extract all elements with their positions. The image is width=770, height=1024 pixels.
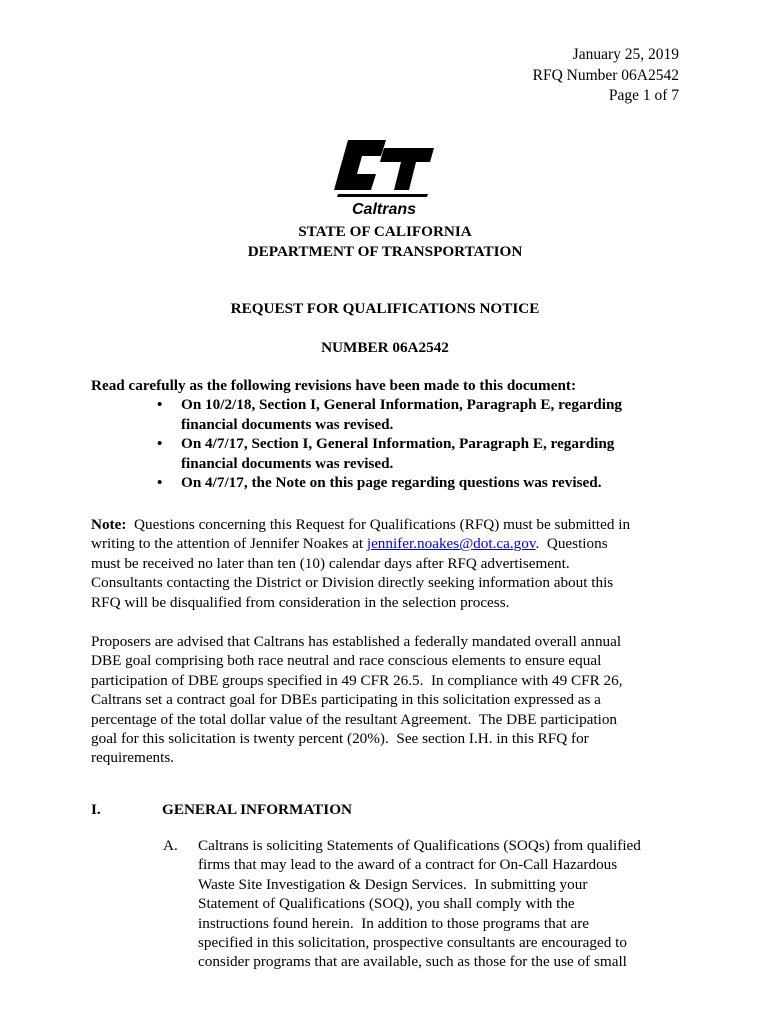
paragraph-letter: A. bbox=[163, 837, 178, 854]
notice-title: REQUEST FOR QUALIFICATIONS NOTICE bbox=[230, 300, 540, 317]
section-title: GENERAL INFORMATION bbox=[162, 801, 352, 818]
note-label: Note: bbox=[91, 516, 127, 533]
list-item: • On 4/7/17, the Note on this page regarding questions was revised. bbox=[181, 473, 691, 492]
list-item: • On 4/7/17, Section I, General Information, Paragraph E, regarding financial documents was revised. bbox=[181, 434, 691, 473]
page-number: Page 1 of 7 bbox=[608, 87, 679, 104]
note-paragraph: Note: Questions concerning this Request for Qualifications (RFQ) must be submitted in writing to the attention of Jennifer Noakes at jennifer.noakes@dot.ca.gov. Questions must be received no later than ten (10) calendar days after RFQ advertisement. Consultants contacting the District or Division directly seeking information about this RFQ will be disqualified from consideration in the selection process. bbox=[91, 516, 631, 611]
caltrans-logo-icon bbox=[332, 134, 436, 218]
revisions-list bbox=[91, 395, 691, 492]
document-date: January 25, 2019 bbox=[572, 46, 679, 63]
notice-number: NUMBER 06A2542 bbox=[321, 339, 449, 356]
dbe-paragraph: Proposers are advised that Caltrans has established a federally mandated overall annual DBE goal comprising both race neutral and race conscious elements to ensure equal participation of DBE groups specified in 49 CFR 26.5. In compliance with 49 CFR 26, Caltrans set a contract goal for DBEs participating in this solicitation expressed as a percentage of the total dollar value of the resultant Agreement. The DBE participation goal for this solicitation is twenty percent (20%). See section I.H. in this RFQ for requirements. bbox=[91, 633, 623, 767]
rfq-number: RFQ Number 06A2542 bbox=[532, 66, 679, 84]
email-link[interactable]: jennifer.noakes@dot.ca.gov bbox=[366, 535, 536, 553]
revisions-block bbox=[91, 376, 691, 492]
section-number: I. bbox=[91, 801, 101, 818]
agency-state: STATE OF CALIFORNIA bbox=[298, 223, 472, 240]
agency-block bbox=[0, 222, 770, 261]
paragraph-text: Caltrans is soliciting Statements of Qualifications (SOQs) from qualified firms that may lead to the award of a contract for On-Call Hazardous Waste Site Investigation & Design Services. In submitting your Statement of Qualifications (SOQ), you shall comply with the instructions found herein. In addition to those programs that are specified in this solicitation, prospective consultants are encouraged to consider programs that are available, such as those for the use of small bbox=[198, 837, 641, 971]
logo-wordmark: Caltrans bbox=[351, 201, 417, 218]
list-item: • On 10/2/18, Section I, General Information, Paragraph E, regarding financial documents was revised. bbox=[181, 395, 691, 434]
document-header bbox=[533, 45, 679, 107]
agency-department: DEPARTMENT OF TRANSPORTATION bbox=[247, 242, 523, 260]
revisions-intro: Read carefully as the following revisions have been made to this document: bbox=[91, 377, 577, 394]
